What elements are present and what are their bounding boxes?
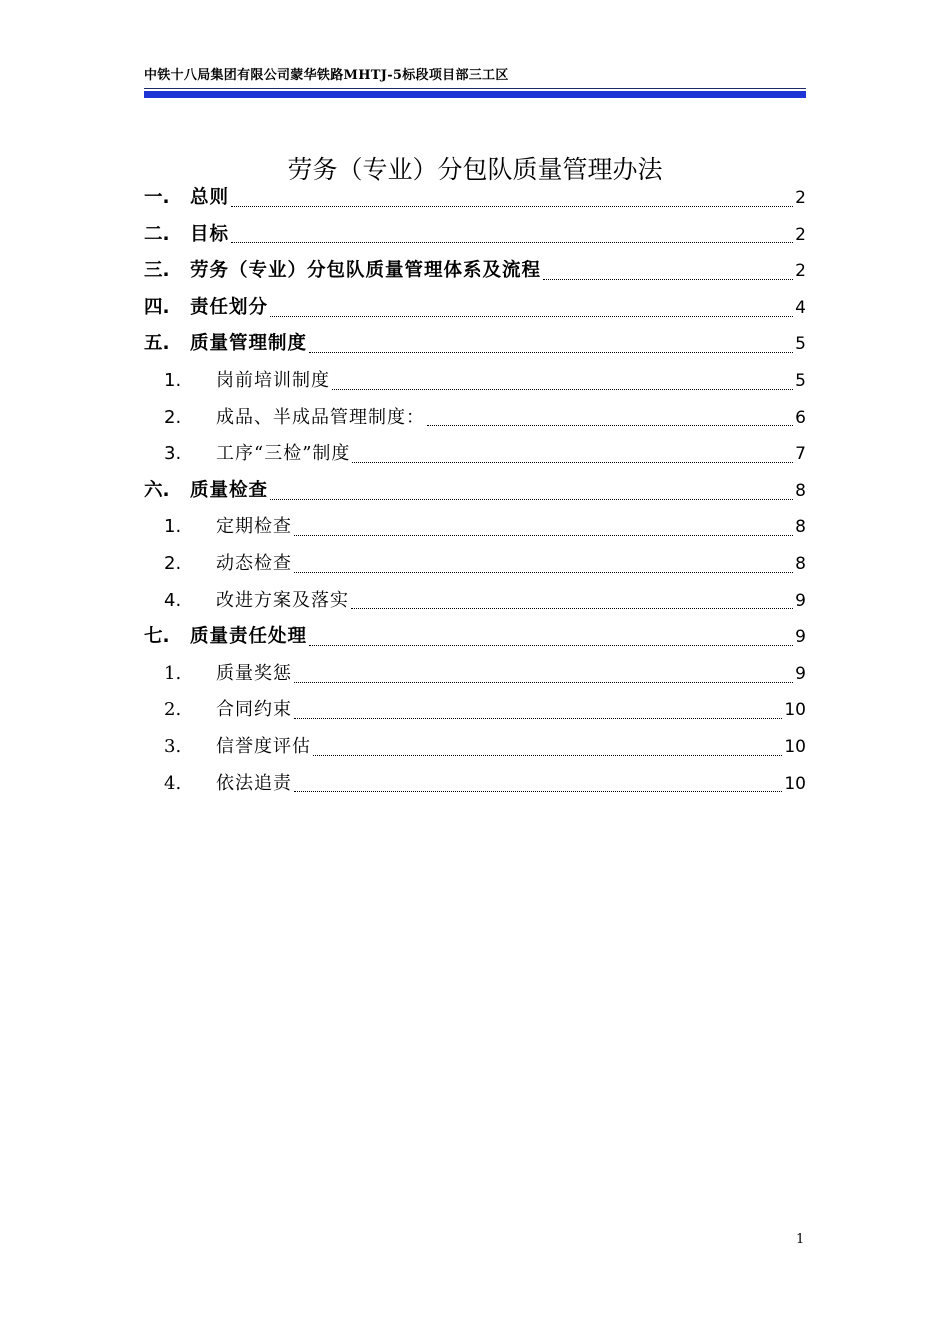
toc-entry-subsection[interactable] <box>144 436 806 473</box>
toc-dot-leader <box>294 718 782 719</box>
toc-dot-leader <box>294 535 793 536</box>
toc-entry-label: 质量检查 <box>190 479 269 501</box>
toc-dot-leader <box>294 682 793 683</box>
table-of-contents <box>144 180 806 802</box>
toc-entry-number: 1. <box>164 516 182 538</box>
toc-dot-leader <box>351 608 793 609</box>
toc-entry-subsection[interactable] <box>144 656 806 693</box>
toc-entry-subsection[interactable] <box>144 583 806 620</box>
toc-entry-number: 1. <box>164 369 182 391</box>
toc-entry-label: 质量责任处理 <box>190 626 308 648</box>
toc-entry-label: 岗前培训制度 <box>216 369 330 391</box>
toc-entry-page: 9 <box>795 590 806 611</box>
toc-entry-page: 5 <box>795 334 806 355</box>
toc-entry-page: 2 <box>795 224 806 245</box>
toc-entry-label: 责任划分 <box>190 296 269 318</box>
toc-entry-number: 六. <box>144 479 170 501</box>
header-rule-thick <box>144 91 806 98</box>
toc-entry-number: 七. <box>144 626 170 648</box>
toc-entry-subsection[interactable] <box>144 766 806 803</box>
toc-entry-page: 9 <box>795 663 806 684</box>
toc-entry-number: 五. <box>144 333 170 355</box>
toc-entry-section[interactable] <box>144 326 806 363</box>
toc-entry-number: 4. <box>164 772 182 794</box>
toc-entry-number: 1. <box>164 662 182 684</box>
toc-entry-page: 9 <box>795 627 806 648</box>
toc-entry-label: 改进方案及落实 <box>216 589 349 611</box>
document-title: 劳务（专业）分包队质量管理办法 <box>287 154 663 184</box>
page-number: 1 <box>796 1232 805 1247</box>
toc-entry-number: 2. <box>164 406 182 428</box>
toc-dot-leader <box>543 279 793 280</box>
header-org-text: 中铁十八局集团有限公司蒙华铁路MHTJ-5标段项目部三工区 <box>144 68 509 83</box>
toc-entry-subsection[interactable] <box>144 363 806 400</box>
toc-entry-number: 三. <box>144 260 170 282</box>
toc-dot-leader <box>309 352 793 353</box>
toc-entry-number: 2. <box>164 699 182 721</box>
toc-entry-page: 5 <box>795 370 806 391</box>
toc-entry-page: 4 <box>795 297 806 318</box>
toc-entry-page: 8 <box>795 480 806 501</box>
toc-dot-leader <box>231 242 793 243</box>
toc-entry-section[interactable] <box>144 290 806 327</box>
toc-entry-label: 总则 <box>190 187 230 208</box>
toc-entry-page: 8 <box>795 517 806 538</box>
toc-entry-subsection[interactable] <box>144 546 806 583</box>
toc-entry-number: 3. <box>164 735 182 757</box>
toc-entry-number: 2. <box>164 552 182 574</box>
toc-entry-label: 劳务（专业）分包队质量管理体系及流程 <box>190 260 542 282</box>
toc-entry-page: 2 <box>795 261 806 282</box>
toc-entry-subsection[interactable] <box>144 729 806 766</box>
toc-entry-page: 2 <box>795 188 806 208</box>
toc-entry-page: 8 <box>795 553 806 574</box>
toc-entry-subsection[interactable] <box>144 509 806 546</box>
toc-dot-leader <box>294 572 793 573</box>
toc-entry-page: 10 <box>784 773 806 794</box>
toc-entry-section[interactable] <box>144 217 806 254</box>
toc-entry-label: 成品、半成品管理制度： <box>216 406 425 428</box>
toc-entry-section[interactable] <box>144 253 806 290</box>
toc-entry-label: 动态检查 <box>216 552 292 574</box>
toc-entry-label: 工序“三检”制度 <box>216 443 351 465</box>
toc-dot-leader <box>294 791 782 792</box>
toc-entry-number: 4. <box>164 589 182 611</box>
toc-dot-leader <box>270 316 793 317</box>
header-rule-thin <box>144 88 806 89</box>
toc-dot-leader <box>427 425 793 426</box>
toc-entry-number: 四. <box>144 296 170 318</box>
toc-entry-number: 3. <box>164 443 182 465</box>
toc-entry-label: 定期检查 <box>216 516 292 538</box>
toc-entry-page: 10 <box>784 700 806 721</box>
toc-entry-label: 质量管理制度 <box>190 333 308 355</box>
toc-dot-leader <box>352 462 793 463</box>
toc-entry-subsection[interactable] <box>144 400 806 437</box>
toc-entry-label: 目标 <box>190 223 230 245</box>
toc-dot-leader <box>270 499 793 500</box>
toc-entry-page: 7 <box>795 444 806 465</box>
toc-entry-subsection[interactable] <box>144 692 806 729</box>
toc-entry-section[interactable] <box>144 619 806 656</box>
toc-entry-number: 二. <box>144 223 170 245</box>
toc-dot-leader <box>309 645 793 646</box>
toc-entry-label: 质量奖惩 <box>216 662 292 684</box>
toc-entry-section[interactable] <box>144 473 806 510</box>
toc-entry-number: 一. <box>144 187 170 208</box>
toc-entry-page: 6 <box>795 407 806 428</box>
toc-entry-page: 10 <box>784 736 806 757</box>
toc-entry-section[interactable] <box>144 180 806 217</box>
toc-entry-label: 合同约束 <box>216 699 292 721</box>
toc-dot-leader <box>332 389 793 390</box>
toc-entry-label: 依法追责 <box>216 772 292 794</box>
toc-entry-label: 信誉度评估 <box>216 735 311 757</box>
toc-dot-leader <box>313 755 782 756</box>
toc-dot-leader <box>231 206 793 207</box>
